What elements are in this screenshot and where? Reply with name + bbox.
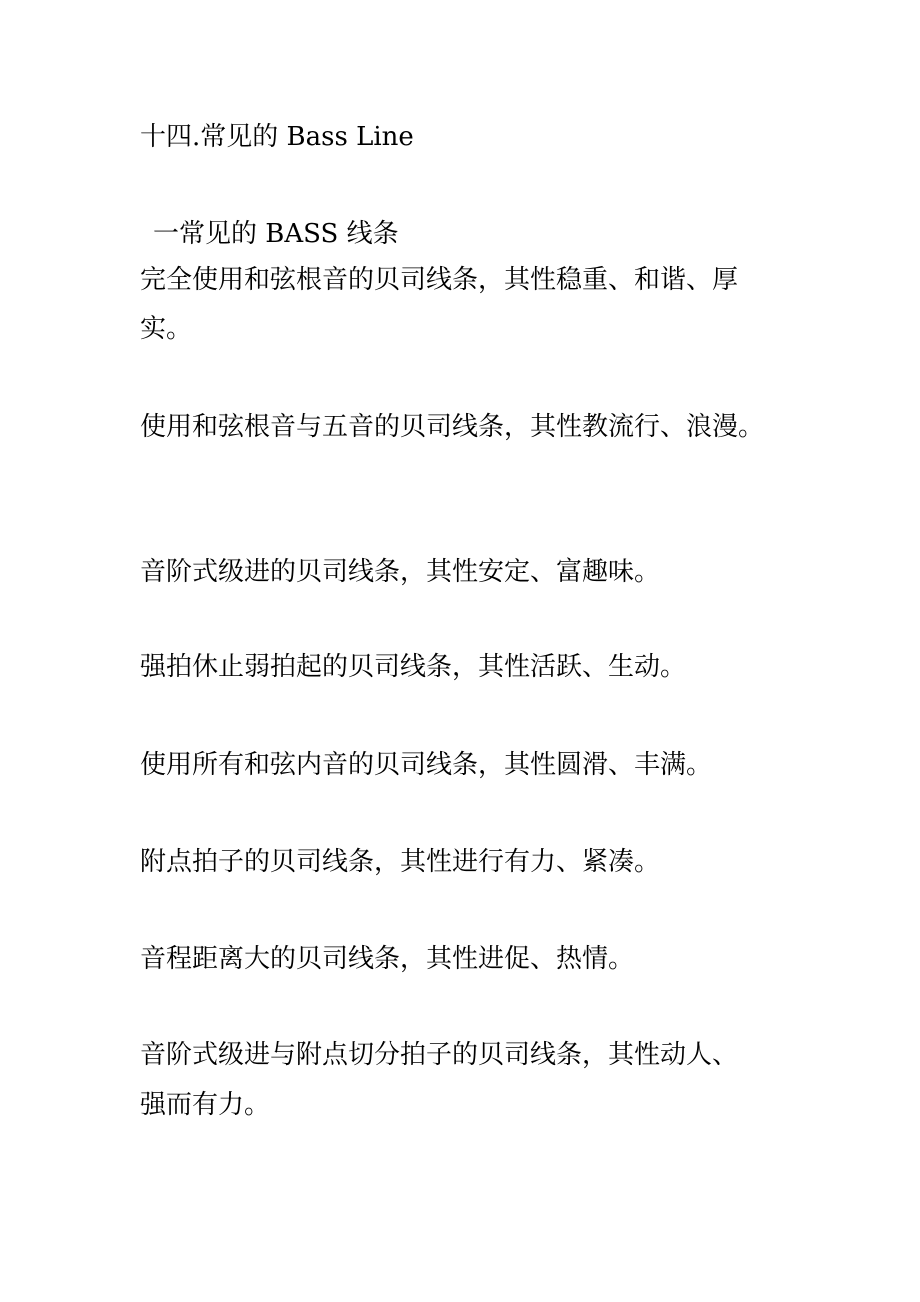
paragraph-chord-tones: 使用所有和弦内音的贝司线条，其性圆滑、丰满。 <box>140 750 713 780</box>
paragraph-rest-upbeat: 强拍休止弱拍起的贝司线条，其性活跃、生动。 <box>140 652 687 682</box>
paragraph-root-note-line-1: 完全使用和弦根音的贝司线条，其性稳重、和谐、厚 <box>140 265 739 295</box>
paragraph-scale-syncopation-line-2: 强而有力。 <box>140 1090 271 1120</box>
paragraph-dotted-rhythm: 附点拍子的贝司线条，其性进行有力、紧凑。 <box>140 847 661 877</box>
paragraph-root-fifth: 使用和弦根音与五音的贝司线条，其性教流行、浪漫。 <box>140 412 765 442</box>
section-subheading: 一常见的 BASS 线条 <box>153 219 399 249</box>
paragraph-scale-syncopation-line-1: 音阶式级进与附点切分拍子的贝司线条，其性动人、 <box>140 1040 739 1070</box>
paragraph-wide-intervals: 音程距离大的贝司线条，其性进促、热情。 <box>140 944 635 974</box>
section-heading: 十四.常见的 Bass Line <box>140 122 414 152</box>
paragraph-scale-step: 音阶式级进的贝司线条，其性安定、富趣味。 <box>140 557 661 587</box>
paragraph-root-note-line-2: 实。 <box>140 314 193 344</box>
